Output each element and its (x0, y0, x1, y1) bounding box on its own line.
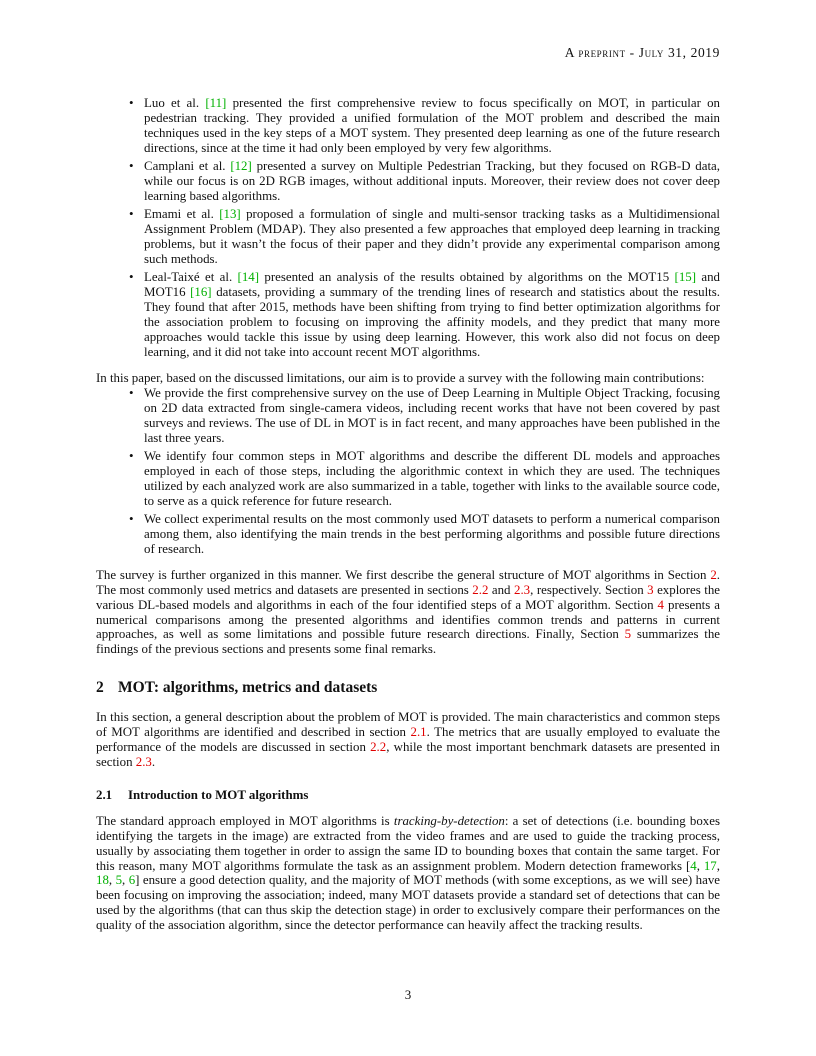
related-surveys-list (96, 96, 720, 360)
list-item: • Leal-Taixé et al. [14] presented an analysis of the results obtained by algorithms on the MOT15 [15] and MOT16 [16] datasets, providing a summary of the trending lines of research and statistics about the results. They found that after 2015, methods have been shifting from trying to find better optimization algorithms for the association problem to focusing on improving the affinity models, and they predict that many more approaches would tackle this issue by using deep learning. However, this work also did not focus on deep learning, and it did not take into account recent MOT algorithms. (144, 270, 720, 359)
list-item: • Luo et al. [11] presented the first comprehensive review to focus specifically on MOT, in particular on pedestrian tracking. They provided a unified formulation of the MOT problem and described the main techniques used in the key steps of a MOT system. They presented deep learning as one of the future research directions, since at the time it had only been employed by very few algorithms. (144, 96, 720, 156)
list-item: • Emami et al. [13] proposed a formulation of single and multi-sensor tracking tasks as a Multidimensional Assignment Problem (MDAP). They also presented a few approaches that employed deep learning in tracking problems, but it wasn’t the focus of their paper and they didn’t provide any experimental comparison among such methods. (144, 207, 720, 267)
citation-link[interactable]: 17 (703, 858, 717, 873)
section-link[interactable]: 2.3 (135, 754, 152, 769)
contributions-list (96, 386, 720, 557)
list-item: • Camplani et al. [12] presented a survey on Multiple Pedestrian Tracking, but they focused on RGB-D data, while our focus is on 2D RGB images, without additional inputs. Moreover, their review does not cover deep learning based algorithms. (144, 159, 720, 204)
section-title: MOT: algorithms, metrics and datasets (118, 679, 378, 697)
citation-link[interactable]: [13] (219, 207, 241, 222)
organization-paragraph: The survey is further organized in this manner. We first describe the general structure of MOT algorithms in Section 2. The most commonly used metrics and datasets are presented in sections 2.2 and 2.3, respectively. Section 3 explores the various DL-based models and algorithms in each of the four identified steps of a MOT algorithm. Section 4 presents a numerical comparisons among the presented algorithms and identifies common trends and patterns in current approaches, as well as some limitations and possible future research directions. Finally, Section 5 summarizes the findings of the previous sections and presents some final remarks. (96, 567, 721, 657)
section-intro-paragraph: In this section, a general description about the problem of MOT is provided. The main characteristics and common steps of MOT algorithms are identified and described in section 2.1. The metrics that are usually employed to evaluate the performance of the models are discussed in section 2.2, while the most important benchmark datasets are presented in section 2.3. (96, 710, 721, 769)
emphasis-term: tracking-by-detection (393, 813, 505, 828)
section-link[interactable]: 4 (657, 597, 664, 612)
subsection-number: 2.1 (96, 787, 113, 802)
citation-link[interactable]: [15] (674, 270, 697, 285)
section-link[interactable]: 5 (624, 627, 632, 642)
list-item: • We collect experimental results on the most commonly used MOT datasets to perform a numerical comparison among them, also identifying the main trends in the best performing algorithms and possible future directions of research. (144, 512, 720, 557)
list-item: • We identify four common steps in MOT algorithms and describe the different DL models and approaches employed in each of those steps, including the algorithmic context in which they are used. The techniques utilized by each analyzed work are also summarized in a table, together with links to the available source code, to serve as a quick reference for future research. (144, 449, 720, 509)
citation-link[interactable]: 5 (115, 873, 123, 888)
running-header: A preprint - July 31, 2019 (564, 45, 720, 60)
subsection-title: Introduction to MOT algorithms (128, 787, 309, 802)
section-link[interactable]: 2.2 (370, 740, 387, 755)
citation-link[interactable]: [14] (237, 270, 260, 285)
section-link[interactable]: 2.3 (514, 582, 531, 597)
citation-link[interactable]: 18 (96, 873, 109, 888)
section-link[interactable]: 2.1 (410, 725, 427, 740)
list-item: • We provide the first comprehensive survey on the use of Deep Learning in Multiple Object Tracking, focusing on 2D data extracted from single-camera videos, including recent works that have not been covered by past surveys and reviews. The use of DL in MOT is in fact recent, and many approaches have been published in the last three years. (144, 386, 720, 446)
citation-link[interactable]: [11] (205, 96, 227, 110)
citation-link[interactable]: [16] (190, 285, 212, 300)
citation-link[interactable]: [12] (230, 159, 252, 174)
citation-link[interactable]: 6 (128, 873, 136, 888)
page-body (96, 96, 720, 933)
mot-intro-paragraph: The standard approach employed in MOT algorithms is tracking-by-detection: a set of detections (i.e. bounding boxes identifying the targets in the image) are extracted from the video frames and are used to guide the tracking process, usually by associating them together in order to assign the same ID to bounding boxes that contain the same target. For this reason, many MOT algorithms formulate the task as an assignment problem. Modern detection frameworks [4, 17, 18, 5, 6] ensure a good detection quality, and the majority of MOT methods (with some exceptions, as we will see) have been focusing on improving the association; indeed, many MOT datasets provide a standard set of detections that can be used by the algorithms (that can thus skip the detection stage) in order to exclusively compare their performances on the quality of the association algorithm, since the detector performance can heavily affect the tracking results. (96, 813, 720, 933)
subsection-heading (96, 788, 720, 803)
section-link[interactable]: 2 (710, 567, 717, 582)
citation-link[interactable]: 4 (690, 858, 697, 873)
section-link[interactable]: 3 (647, 582, 654, 597)
page-number: 3 (404, 987, 412, 1002)
section-number: 2 (96, 679, 104, 697)
section-heading (96, 679, 720, 697)
contributions-intro: In this paper, based on the discussed limitations, our aim is to provide a survey with the following main contributions: (96, 370, 705, 385)
section-link[interactable]: 2.2 (472, 582, 489, 597)
